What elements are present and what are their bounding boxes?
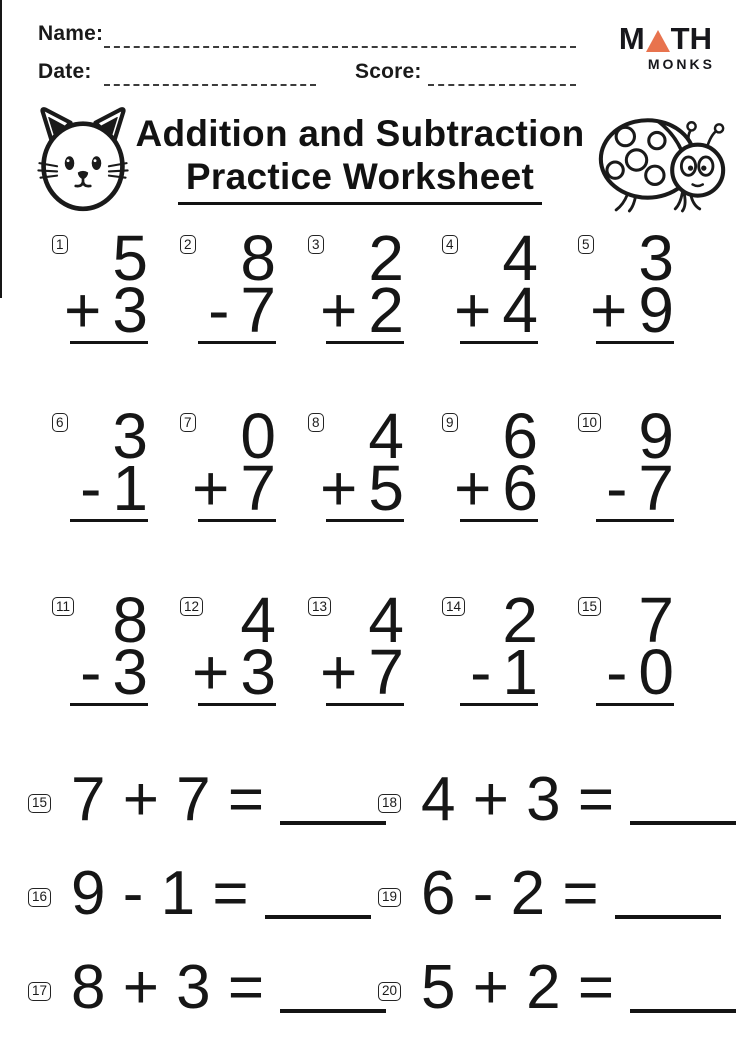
operator: + [64, 274, 102, 346]
problem-number-badge: 2 [180, 235, 196, 254]
answer-blank [630, 821, 736, 825]
problem-number-badge: 20 [378, 982, 401, 1001]
second-row [578, 274, 674, 346]
bottom-operand: 1 [112, 452, 148, 524]
bottom-operand: 7 [368, 636, 404, 708]
operator: + [192, 636, 230, 708]
vertical-problem-9 [442, 400, 538, 524]
top-operand: 9 [638, 400, 674, 472]
operator: - [470, 636, 492, 708]
second-row [442, 274, 538, 346]
vertical-problem-15 [578, 584, 674, 708]
top-operand: 2 [368, 222, 404, 294]
bottom-operand: 3 [112, 274, 148, 346]
bottom-operand: 5 [368, 452, 404, 524]
logo-wordmark [618, 21, 712, 56]
second-row [308, 636, 404, 708]
answer-blank [280, 1009, 386, 1013]
second-row [442, 452, 538, 524]
top-operand: 8 [240, 222, 276, 294]
name-label: Name: [38, 22, 104, 45]
operator: + [320, 274, 358, 346]
second-row [52, 636, 148, 708]
top-operand: 8 [112, 584, 148, 656]
problem-number-badge: 15 [578, 597, 601, 616]
top-operand: 2 [502, 584, 538, 656]
top-operand: 4 [240, 584, 276, 656]
second-row [52, 274, 148, 346]
operator: + [454, 274, 492, 346]
scan-artifact-line [0, 0, 2, 298]
vertical-problem-4 [442, 222, 538, 346]
operator: + [192, 452, 230, 524]
problem-number-badge: 19 [378, 888, 401, 907]
vertical-problem-6 [52, 400, 148, 524]
cat-icon [28, 104, 138, 214]
operator: + [454, 452, 492, 524]
top-operand: 4 [502, 222, 538, 294]
bottom-operand: 7 [240, 452, 276, 524]
top-operand: 5 [112, 222, 148, 294]
second-row [442, 636, 538, 708]
problem-number-badge: 10 [578, 413, 601, 432]
problem-number-badge: 16 [28, 888, 51, 907]
top-operand: 4 [368, 400, 404, 472]
top-operand: 3 [638, 222, 674, 294]
answer-blank [280, 821, 386, 825]
second-row [180, 452, 276, 524]
operator: + [590, 274, 628, 346]
answer-blank [265, 915, 371, 919]
vertical-problem-11 [52, 584, 148, 708]
vertical-problem-14 [442, 584, 538, 708]
second-row [578, 452, 674, 524]
score-label: Score: [355, 60, 422, 83]
problem-number-badge: 9 [442, 413, 458, 432]
second-row [308, 452, 404, 524]
name-write-line [104, 24, 576, 48]
problem-number-badge: 5 [578, 235, 594, 254]
problem-number-badge: 15 [28, 794, 51, 813]
date-write-line [104, 62, 316, 86]
vertical-problem-13 [308, 584, 404, 708]
horizontal-problem-20 [378, 953, 736, 1022]
answer-blank [630, 1009, 736, 1013]
problem-number-badge: 1 [52, 235, 68, 254]
problem-number-badge: 14 [442, 597, 465, 616]
horizontal-problem-18 [378, 765, 736, 834]
operator: + [320, 636, 358, 708]
title-line1: Addition and Subtraction [135, 113, 585, 154]
worksheet-title [130, 112, 590, 205]
operator: - [606, 452, 628, 524]
vertical-problem-3 [308, 222, 404, 346]
problem-number-badge: 6 [52, 413, 68, 432]
expression: 9 - 1 = [71, 859, 249, 928]
operator: + [320, 452, 358, 524]
top-operand: 4 [368, 584, 404, 656]
bottom-operand: 9 [638, 274, 674, 346]
date-label: Date: [38, 60, 92, 83]
math-monks-logo [618, 21, 715, 72]
second-row [52, 452, 148, 524]
horizontal-problem-17 [28, 953, 386, 1022]
second-row [180, 274, 276, 346]
vertical-problem-10 [578, 400, 674, 524]
triangle-icon [646, 30, 670, 52]
bottom-operand: 3 [112, 636, 148, 708]
bottom-operand: 7 [240, 274, 276, 346]
problem-number-badge: 13 [308, 597, 331, 616]
expression: 7 + 7 = [71, 765, 265, 834]
expression: 4 + 3 = [421, 765, 615, 834]
vertical-problem-1 [52, 222, 148, 346]
second-row [180, 636, 276, 708]
second-row [578, 636, 674, 708]
title-line2: Practice Worksheet [178, 156, 542, 205]
horizontal-problem-16 [28, 859, 371, 928]
operator: - [80, 452, 102, 524]
problem-number-badge: 3 [308, 235, 324, 254]
bottom-operand: 0 [638, 636, 674, 708]
vertical-problem-8 [308, 400, 404, 524]
top-operand: 3 [112, 400, 148, 472]
top-operand: 0 [240, 400, 276, 472]
answer-blank [615, 915, 721, 919]
operator: - [606, 636, 628, 708]
bottom-operand: 4 [502, 274, 538, 346]
horizontal-problem-19 [378, 859, 721, 928]
problem-number-badge: 12 [180, 597, 203, 616]
problem-number-badge: 18 [378, 794, 401, 813]
vertical-problem-2 [180, 222, 276, 346]
bottom-operand: 6 [502, 452, 538, 524]
problem-number-badge: 7 [180, 413, 196, 432]
operator: - [80, 636, 102, 708]
top-operand: 7 [638, 584, 674, 656]
vertical-problem-7 [180, 400, 276, 524]
bottom-operand: 7 [638, 452, 674, 524]
expression: 6 - 2 = [421, 859, 599, 928]
bottom-operand: 2 [368, 274, 404, 346]
ladybug-icon [592, 108, 732, 214]
logo-word-start: M [618, 21, 645, 56]
problem-number-badge: 11 [52, 597, 74, 616]
score-write-line [428, 62, 576, 86]
bottom-operand: 1 [502, 636, 538, 708]
vertical-problem-5 [578, 222, 674, 346]
expression: 5 + 2 = [421, 953, 615, 1022]
operator: - [208, 274, 230, 346]
top-operand: 6 [502, 400, 538, 472]
horizontal-problem-15 [28, 765, 386, 834]
logo-subtitle: MONKS [647, 56, 715, 72]
expression: 8 + 3 = [71, 953, 265, 1022]
logo-word-end: TH [670, 21, 712, 56]
bottom-operand: 3 [240, 636, 276, 708]
vertical-problem-12 [180, 584, 276, 708]
second-row [308, 274, 404, 346]
problem-number-badge: 8 [308, 413, 324, 432]
problem-number-badge: 17 [28, 982, 51, 1001]
problem-number-badge: 4 [442, 235, 458, 254]
